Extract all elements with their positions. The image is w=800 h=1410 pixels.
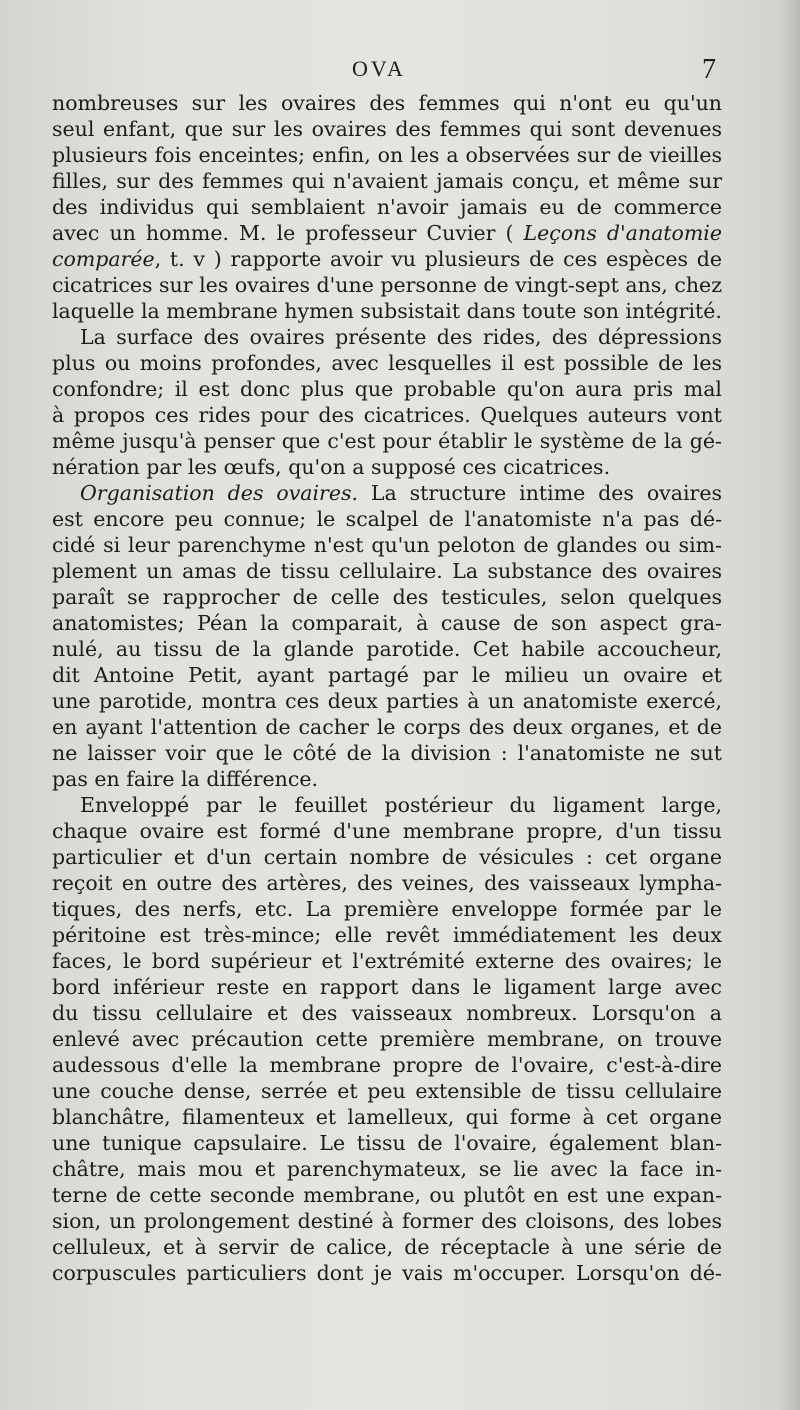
text-line <box>52 792 722 818</box>
text-run: filles, sur des femmes qui n'avaient jamais conçu, et même sur <box>52 169 722 193</box>
page-edge-shadow <box>778 0 800 1410</box>
text-run: La surface des ovaires présente des rides, des dépressions <box>80 325 722 349</box>
text-line <box>52 1130 722 1156</box>
text-run: plusieurs fois enceintes; enfin, on les a observées sur de vieilles <box>52 143 722 167</box>
text-line <box>52 90 722 116</box>
text-line <box>52 1026 722 1052</box>
text-run: cidé si leur parenchyme n'est qu'un peloton de glandes ou sim- <box>52 533 722 557</box>
text-line <box>52 194 722 220</box>
italic-text: comparée <box>52 247 155 271</box>
text-run: seul enfant, que sur les ovaires des femmes qui sont devenues <box>52 117 722 141</box>
text-run: ne laisser voir que le côté de la division : l'anatomiste ne sut <box>52 741 722 765</box>
text-run: blanchâtre, filamenteux et lamelleux, qui forme à cet organe <box>52 1105 722 1129</box>
text-line <box>52 506 722 532</box>
text-line <box>52 662 722 688</box>
text-run: nération par les œufs, qu'on a supposé ces cicatrices. <box>52 455 611 479</box>
text-line <box>52 220 722 246</box>
text-line <box>52 532 722 558</box>
running-head-title: OVA <box>352 56 406 81</box>
text-run: des individus qui semblaient n'avoir jamais eu de commerce <box>52 195 722 219</box>
text-line <box>52 454 722 480</box>
text-run: en ayant l'attention de cacher le corps des deux organes, et de <box>52 715 722 739</box>
text-run: La structure intime des ovaires <box>358 481 722 505</box>
text-run: cicatrices sur les ovaires d'une personne de vingt-sept ans, chez <box>52 273 722 297</box>
text-line <box>52 818 722 844</box>
text-line <box>52 480 722 506</box>
text-line <box>52 870 722 896</box>
text-run: bord inférieur reste en rapport dans le ligament large avec <box>52 975 722 999</box>
text-line <box>52 168 722 194</box>
text-run: Enveloppé par le feuillet postérieur du ligament large, <box>80 793 722 817</box>
text-run: même jusqu'à penser que c'est pour établir le système de la gé- <box>52 429 722 453</box>
text-line <box>52 1234 722 1260</box>
text-line <box>52 1052 722 1078</box>
text-run: du tissu cellulaire et des vaisseaux nombreux. Lorsqu'on a <box>52 1001 722 1025</box>
text-line <box>52 714 722 740</box>
text-line <box>52 922 722 948</box>
text-run: à propos ces rides pour des cicatrices. Quelques auteurs vont <box>52 403 722 427</box>
text-run: chaque ovaire est formé d'une membrane propre, d'un tissu <box>52 819 722 843</box>
text-line <box>52 116 722 142</box>
text-run: enlevé avec précaution cette première membrane, on trouve <box>52 1027 722 1051</box>
text-line <box>52 402 722 428</box>
text-line <box>52 896 722 922</box>
text-run: une couche dense, serrée et peu extensible de tissu cellulaire <box>52 1079 722 1103</box>
text-line <box>52 1078 722 1104</box>
text-line <box>52 142 722 168</box>
text-run: nulé, au tissu de la glande parotide. Cet habile accoucheur, <box>52 637 722 661</box>
page-number: 7 <box>702 54 716 85</box>
text-line <box>52 740 722 766</box>
text-run: avec un homme. M. le professeur Cuvier ( <box>52 221 524 245</box>
text-run: corpuscules particuliers dont je vais m'occuper. Lorsqu'on dé- <box>52 1261 722 1285</box>
text-run: , t. v ) rapporte avoir vu plusieurs de ces espèces de <box>154 247 722 271</box>
italic-text: Leçons d'anatomie <box>523 221 722 245</box>
text-line <box>52 1000 722 1026</box>
text-run: audessous d'elle la membrane propre de l'ovaire, c'est-à-dire <box>52 1053 722 1077</box>
text-line <box>52 272 722 298</box>
text-line <box>52 584 722 610</box>
text-run: plement un amas de tissu cellulaire. La substance des ovaires <box>52 559 722 583</box>
text-run: laquelle la membrane hymen subsistait dans toute son intégrité. <box>52 299 722 323</box>
text-run: tiques, des nerfs, etc. La première enveloppe formée par le <box>52 897 722 921</box>
text-line <box>52 948 722 974</box>
text-line <box>52 298 722 324</box>
text-run: est encore peu connue; le scalpel de l'anatomiste n'a pas dé- <box>52 507 722 531</box>
running-head <box>0 56 800 90</box>
text-run: anatomistes; Péan la comparait, à cause de son aspect gra- <box>52 611 722 635</box>
body-text <box>52 90 722 1286</box>
text-line <box>52 636 722 662</box>
text-line <box>52 558 722 584</box>
text-line <box>52 376 722 402</box>
text-run: sion, un prolongement destiné à former des cloisons, des lobes <box>52 1209 722 1233</box>
text-run: péritoine est très-mince; elle revêt immédiatement les deux <box>52 923 722 947</box>
text-line <box>52 844 722 870</box>
text-run: terne de cette seconde membrane, ou plutôt en est une expan- <box>52 1183 722 1207</box>
text-line <box>52 766 722 792</box>
text-run: nombreuses sur les ovaires des femmes qui n'ont eu qu'un <box>52 91 722 115</box>
text-run: paraît se rapprocher de celle des testicules, selon quelques <box>52 585 722 609</box>
text-run: particulier et d'un certain nombre de vésicules : cet organe <box>52 845 722 869</box>
text-run: celluleux, et à servir de calice, de réceptacle à une série de <box>52 1235 722 1259</box>
text-run: plus ou moins profondes, avec lesquelles il est possible de les <box>52 351 722 375</box>
text-line <box>52 350 722 376</box>
text-run: pas en faire la différence. <box>52 767 318 791</box>
text-line <box>52 324 722 350</box>
text-line <box>52 1182 722 1208</box>
text-run: une tunique capsulaire. Le tissu de l'ovaire, également blan- <box>52 1131 722 1155</box>
text-line <box>52 428 722 454</box>
italic-text: Organisation des ovaires. <box>80 481 359 505</box>
text-line <box>52 246 722 272</box>
text-line <box>52 1208 722 1234</box>
text-run: une parotide, montra ces deux parties à un anatomiste exercé, <box>52 689 722 713</box>
text-line <box>52 688 722 714</box>
text-line <box>52 1104 722 1130</box>
text-run: châtre, mais mou et parenchymateux, se lie avec la face in- <box>52 1157 722 1181</box>
text-run: reçoit en outre des artères, des veines, des vaisseaux lympha- <box>52 871 722 895</box>
text-run: faces, le bord supérieur et l'extrémité externe des ovaires; le <box>52 949 722 973</box>
text-line <box>52 610 722 636</box>
text-line <box>52 974 722 1000</box>
text-line <box>52 1156 722 1182</box>
text-run: confondre; il est donc plus que probable qu'on aura pris mal <box>52 377 722 401</box>
text-line <box>52 1260 722 1286</box>
text-run: dit Antoine Petit, ayant partagé par le milieu un ovaire et <box>52 663 722 687</box>
